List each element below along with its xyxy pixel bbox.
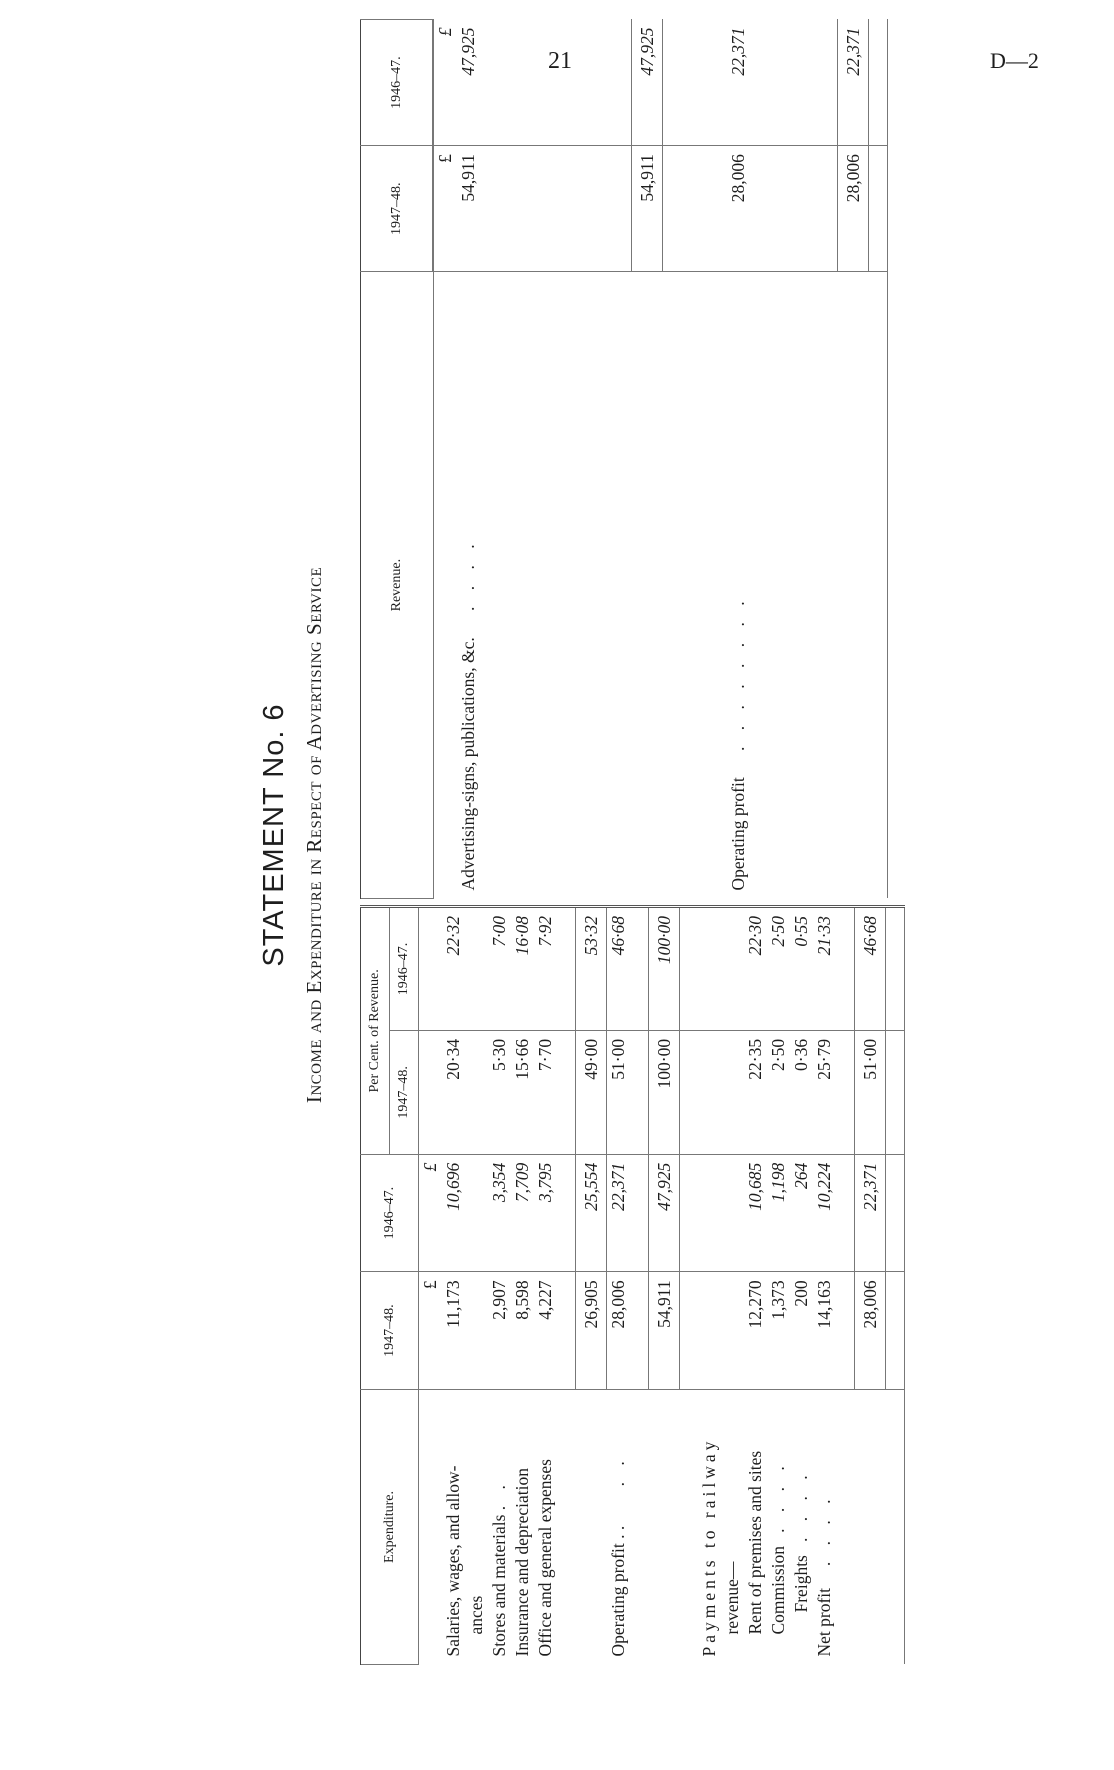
table-row <box>457 20 480 899</box>
total-row <box>649 907 680 1665</box>
row-label: Net profit . . . . <box>814 1493 834 1657</box>
value-cell: 54,911 <box>457 146 480 272</box>
percent-cell: 7·70 <box>534 1030 557 1154</box>
statement-subtitle: Income and Expenditure in Respect of Advertising Service <box>302 566 326 1104</box>
row-label-continued: revenue— <box>722 1561 742 1635</box>
row-label: Advertising-signs, publications, &c. . . . . <box>458 538 478 891</box>
blank-cell <box>419 1030 443 1154</box>
row-label: Office and general expenses <box>535 1459 555 1657</box>
document-reference: D—2 <box>990 48 1039 73</box>
currency-symbol: £ <box>419 1272 443 1390</box>
total-cell: 47,925 <box>649 1154 680 1272</box>
percent-cell: 22·30 <box>744 907 767 1031</box>
expenditure-header: Expenditure. <box>361 1389 419 1664</box>
value-cell: 264 <box>790 1154 813 1272</box>
total-cell: 22,371 <box>855 1154 886 1272</box>
per-cent-revenue-header: Per Cent. of Revenue. <box>361 907 390 1155</box>
expenditure-table <box>360 905 905 1665</box>
row-label: Payments to railway <box>699 1437 719 1657</box>
statement-title: STATEMENT No. 6 <box>258 703 290 967</box>
blank-cell <box>434 272 458 899</box>
total-row <box>632 20 663 899</box>
row-label: Operating profit . . . . . . . . <box>728 595 748 891</box>
percent-cell: 15·66 <box>511 1030 534 1154</box>
table-row <box>465 907 488 1665</box>
row-label: Salaries, wages, and allow- <box>443 1465 463 1657</box>
row-label: Stores and materials . . <box>489 1479 509 1657</box>
value-cell: 25,554 <box>576 1154 607 1272</box>
percent-cell: 51·00 <box>607 1030 631 1154</box>
rotated-statement <box>250 5 950 1665</box>
currency-symbol: £ <box>434 146 458 272</box>
value-cell: 10,224 <box>813 1154 836 1272</box>
percent-cell: 22·35 <box>744 1030 767 1154</box>
percent-cell: 20·34 <box>442 1030 465 1154</box>
final-total-row <box>838 20 869 899</box>
table-row <box>727 20 750 899</box>
row-label: Rent of premises and sites <box>745 1450 765 1635</box>
blank-cell <box>419 1389 443 1664</box>
value-cell: 200 <box>790 1272 813 1390</box>
revenue-table <box>360 19 888 899</box>
subtotal-row <box>576 907 607 1665</box>
table-row <box>488 907 511 1665</box>
value-cell: 4,227 <box>534 1272 557 1390</box>
expenditure-year1-header: 1947–48. <box>361 1272 419 1390</box>
currency-symbol: £ <box>419 1154 443 1272</box>
table-row <box>511 907 534 1665</box>
row-label: Freights . . . . <box>791 1469 811 1613</box>
value-cell: 3,795 <box>534 1154 557 1272</box>
percent-cell: 7·92 <box>534 907 557 1031</box>
percent-cell: 46·68 <box>607 907 631 1031</box>
table-row <box>721 907 744 1665</box>
value-cell: 3,354 <box>488 1154 511 1272</box>
total-cell: 22,371 <box>838 20 869 146</box>
blank-cell <box>419 907 443 1031</box>
percent-total-cell: 46·68 <box>855 907 886 1031</box>
table-row <box>607 907 631 1665</box>
value-cell: 11,173 <box>442 1272 465 1390</box>
percent-cell: 0·55 <box>790 907 813 1031</box>
per-cent-year1-header: 1947–48. <box>390 1030 419 1154</box>
expenditure-year2-header: 1946–47. <box>361 1154 419 1272</box>
value-cell: 10,685 <box>744 1154 767 1272</box>
percent-cell: 22·32 <box>442 907 465 1031</box>
percent-cell: 21·33 <box>813 907 836 1031</box>
value-cell: 47,925 <box>457 20 480 146</box>
total-cell: 28,006 <box>838 146 869 272</box>
value-cell: 22,371 <box>727 20 750 146</box>
percent-total-cell: 51·00 <box>855 1030 886 1154</box>
table-row <box>442 907 465 1665</box>
revenue-year2-header: 1946–47. <box>361 20 433 146</box>
row-label-continued: ances <box>466 1595 486 1635</box>
percent-cell: 5·30 <box>488 1030 511 1154</box>
value-cell: 22,371 <box>607 1154 631 1272</box>
percent-cell: 2·50 <box>767 907 790 1031</box>
percent-cell: 16·08 <box>511 907 534 1031</box>
table-row <box>767 907 790 1665</box>
percent-cell: 53·32 <box>576 907 607 1031</box>
percent-total-cell: 100·00 <box>649 907 680 1031</box>
per-cent-year2-header: 1946–47. <box>390 907 419 1031</box>
value-cell: 7,709 <box>511 1154 534 1272</box>
row-label: Insurance and depreciation <box>512 1467 532 1657</box>
currency-symbol: £ <box>434 20 458 146</box>
total-cell: 54,911 <box>649 1272 680 1390</box>
value-cell: 12,270 <box>744 1272 767 1390</box>
total-cell: 47,925 <box>632 20 663 146</box>
final-total-row <box>855 907 886 1665</box>
table-row <box>744 907 767 1665</box>
value-cell: 10,696 <box>442 1154 465 1272</box>
table-row <box>813 907 836 1665</box>
total-cell: 28,006 <box>855 1272 886 1390</box>
row-label: Operating profit . . . . <box>607 1455 628 1657</box>
percent-total-cell: 100·00 <box>649 1030 680 1154</box>
page-number: 21 <box>548 48 572 74</box>
revenue-year1-header: 1947–48. <box>361 146 433 272</box>
value-cell: 2,907 <box>488 1272 511 1390</box>
value-cell: 8,598 <box>511 1272 534 1390</box>
row-label: Commission . . . . <box>768 1460 788 1635</box>
percent-cell: 25·79 <box>813 1030 836 1154</box>
value-cell: 28,006 <box>607 1272 631 1390</box>
value-cell: 1,198 <box>767 1154 790 1272</box>
percent-cell: 2·50 <box>767 1030 790 1154</box>
value-cell: 28,006 <box>727 146 750 272</box>
table-row <box>534 907 557 1665</box>
percent-cell: 0·36 <box>790 1030 813 1154</box>
value-cell: 1,373 <box>767 1272 790 1390</box>
percent-cell: 49·00 <box>576 1030 607 1154</box>
value-cell: 14,163 <box>813 1272 836 1390</box>
percent-cell: 7·00 <box>488 907 511 1031</box>
revenue-header: Revenue. <box>361 272 434 899</box>
table-row <box>790 907 813 1665</box>
value-cell: 26,905 <box>576 1272 607 1390</box>
table-row <box>698 907 721 1665</box>
total-cell: 54,911 <box>632 146 663 272</box>
